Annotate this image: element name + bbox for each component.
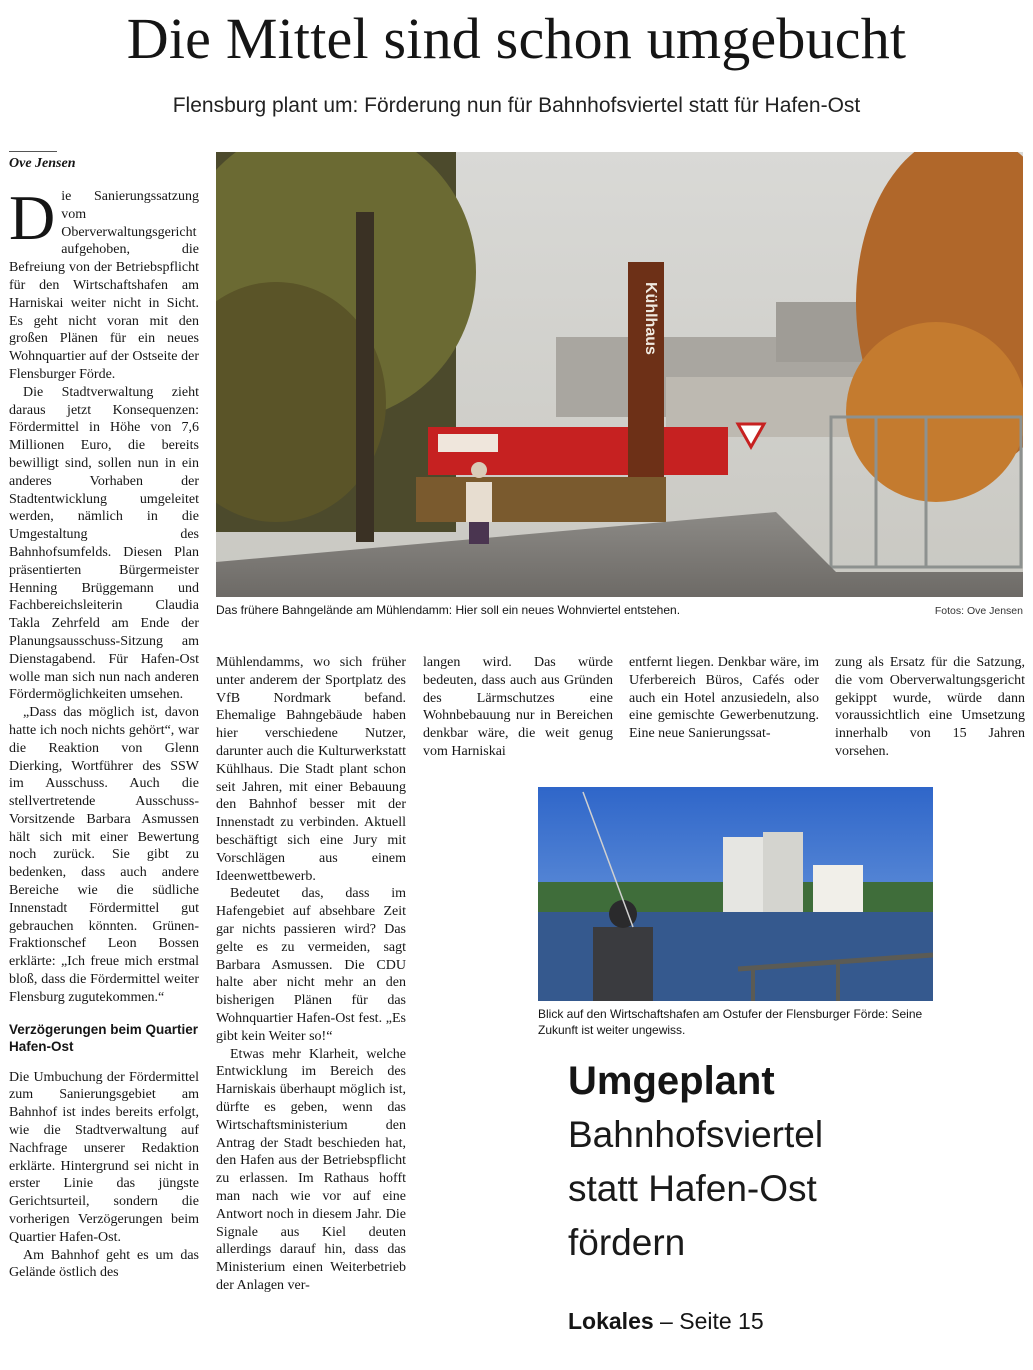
author-byline: Ove Jensen [9, 156, 76, 171]
headline: Die Mittel sind schon umgebucht [126, 6, 907, 71]
drop-cap: D [9, 182, 56, 253]
teaser-kicker: Umgeplant [568, 1059, 775, 1103]
sign-lettering: Kühlhaus [642, 282, 659, 355]
teaser-title-line: fördern [568, 1222, 686, 1263]
teaser-title [568, 1108, 823, 1270]
subheadline: Flensburg plant um: Förderung nun für Bahnhofsviertel statt für Hafen-Ost [172, 94, 861, 117]
photo-wirtschaftshafen [538, 787, 933, 1001]
photo-wirtschaftshafen-image [538, 787, 933, 1001]
article-column-2 [216, 654, 406, 1295]
paragraph-text: ie Sanierungssatzung vom Oberverwaltungsgericht aufgehoben, die Befreiung von der Betriebspflicht für den Wirtschaftshafen am Harniskai weiter nicht in Sicht. Es geht nicht voran mit den großen Plänen für ein neues Wohnquartier auf der Ostseite der Flensburger Förde. [9, 189, 199, 382]
paragraph: Die Stadtverwaltung zieht daraus jetzt Konsequenzen: Fördermittel in Höhe von 7,6 Millionen Euro, die bereits bewilligt sind, sollen nun in ein anderes Vorhaben der Stadtentwicklung umgeleitet werden, nämlich in die Umgestaltung des Bahnhofsumfelds. Diesen Plan präsentierten Bürgermeister Henning Brüggemann und Fachbereichsleiterin Claudia Takla Zehrfeld am Ende der Planungsausschuss-Sitzung am Dienstagabend. Für Hafen-Ost wolle man sich nun nach anderen Fördermöglichkeiten umsehen. [9, 384, 199, 703]
author-rule [9, 151, 57, 152]
teaser-title-line: Bahnhofsviertel [568, 1114, 824, 1155]
teaser-page-reference[interactable] [568, 1306, 764, 1336]
photo-credit: Fotos: Ove Jensen [934, 605, 1023, 617]
paragraph: langen wird. Das würde bedeuten, dass auch aus Gründen des Lärmschutzes eine Wohnbebauung nur in Bereichen denkbar wäre, die weit genug vom Harniskai [423, 655, 613, 759]
section-subhead: Verzögerungen beim Quartier Hafen-Ost [9, 1021, 199, 1054]
article-column-5 [835, 654, 1025, 761]
teaser-page-number: – Seite 15 [653, 1308, 764, 1334]
article-column-1 [9, 182, 199, 1282]
paragraph [9, 182, 199, 384]
photo-bahngelaende-image [216, 152, 1023, 597]
photo-caption-1: Das frühere Bahngelände am Mühlendamm: Hier soll ein neues Wohnviertel entstehen. [216, 603, 681, 617]
article-column-3 [423, 654, 613, 761]
paragraph: Bedeutet das, dass im Hafengebiet auf absehbare Zeit gar nichts passieren wird? Das gelte es zu vermeiden, sagt Barbara Asmussen. Die CDU halte aber nicht mehr an den bisherigen Plänen für das Wohnquartier Hafen-Ost fest. „Es gibt kein Weiter so!“ [216, 886, 406, 1044]
teaser-section-name: Lokales [568, 1308, 654, 1334]
photo-caption-2: Blick auf den Wirtschaftshafen am Ostufer der Flensburger Förde: Seine Zukunft ist weiter ungewiss. [538, 1007, 923, 1037]
article-column-4 [629, 654, 819, 743]
teaser-title-line: statt Hafen-Ost [568, 1168, 817, 1209]
paragraph: Etwas mehr Klarheit, welche Entwicklung im Bereich des Harniskais überhaupt möglich ist, dürfte es geben, wenn das Wirtschaftsministerium den Antrag der Stadt beschieden hat, den Hafen aus der Betriebspflicht zu erlassen. Im Rathaus hofft man nach wie vor auf eine Antwort noch in diesem Jahr. Die Signale aus Kiel deuten allerdings darauf hin, dass das Ministerium einen Weiterbetrieb der Anlagen ver- [216, 1046, 406, 1293]
paragraph: zung als Ersatz für die Satzung, die vom Oberverwaltungsgericht gekippt wurde, würde dann voraussichtlich eine Umsetzung innerhalb von 15 Jahren vorsehen. [835, 655, 1025, 759]
paragraph: Die Umbuchung der Fördermittel zum Sanierungsgebiet am Bahnhof ist indes bereits erfolgt, wie die Stadtverwaltung auf Nachfrage unserer Redaktion erklärte. Hintergrund sei nicht in erster Linie das jüngste Gerichtsurteil, sondern die vorherigen Verzögerungen beim Quartier Hafen-Ost. [9, 1069, 199, 1245]
photo-bahngelaende [216, 152, 1023, 597]
paragraph: Mühlendamms, wo sich früher unter anderem der Sportplatz des VfB Nordmark befand. Ehemalige Bahngebäude haben hier verschiedene Nutzer, darunter auch die Kulturwerkstatt Kühlhaus. Die Stadt plant schon seit Jahren, mit einer Bebauung den Bahnhof besser mit der Innenstadt zu verbinden. Aktuell beschäftigt sich eine Jury mit Vorschlägen aus einem Ideenwettbewerb. [216, 655, 406, 884]
paragraph: Am Bahnhof geht es um das Gelände östlich des [9, 1247, 199, 1281]
paragraph: entfernt liegen. Denkbar wäre, im Uferbereich Büros, Cafés oder auch ein Hotel anzusiedeln, also eine gemischte Gewerbenutzung. Eine neue Sanierungssat- [629, 655, 819, 742]
paragraph: „Dass das möglich ist, davon hatte ich noch nichts gehört“, war die Reaktion von Glenn Dierking, Wortführer des SSW im Ausschuss. Auch die stellvertretende Ausschuss-Vorsitzende Barbara Asmussen hält sich mit einer Bewertung noch zurück. Sie gibt zu bedenken, dass auch andere Bereiche wie die südliche Innenstadt Fördermittel gut gebrauchen könnten. Grünen-Fraktionschef Leon Bossen erklärte: „Ich freue mich erstmal bloß, dass die Fördermittel weiter Flensburg zugutekommen.“ [9, 705, 199, 1005]
